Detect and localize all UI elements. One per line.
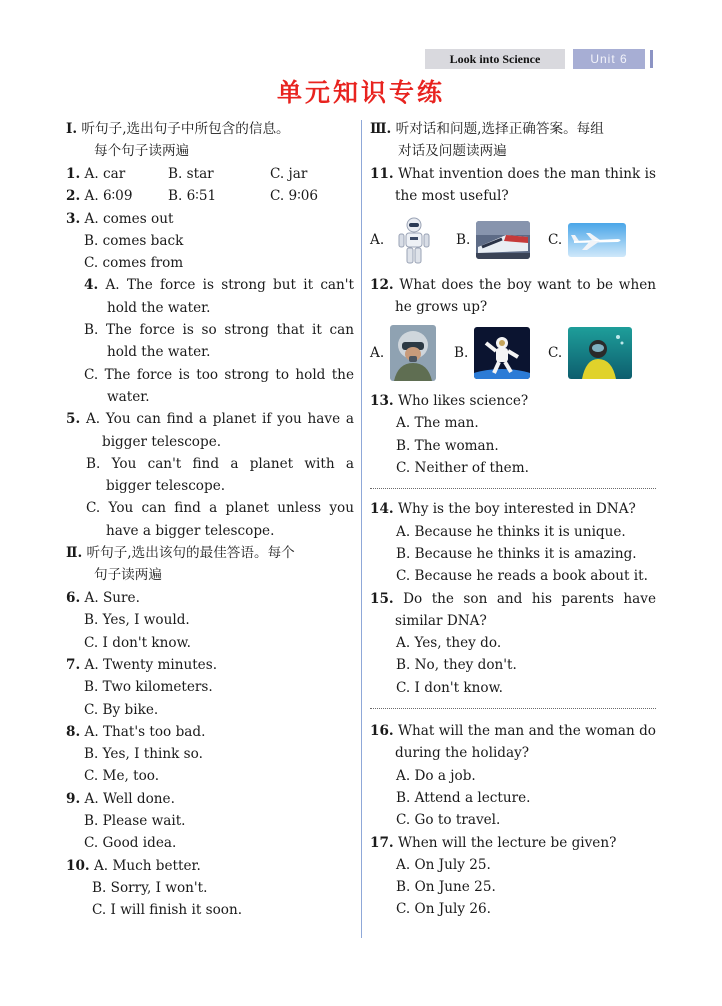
option-b-label: B.	[454, 345, 469, 362]
option-b: B. No, they don't.	[396, 657, 517, 674]
option-b: B. You can't find a planet with a bigger telescope.	[86, 455, 354, 495]
question-number: 3.	[66, 210, 81, 227]
robot-image	[390, 215, 438, 265]
option-a: A. Because he thinks it is unique.	[396, 523, 626, 540]
option-a: A. Much better.	[93, 857, 201, 874]
question-number: 11.	[370, 166, 394, 182]
option-b: B. star	[168, 166, 214, 182]
question-3	[66, 208, 354, 275]
question-text: When will the lecture be given?	[397, 834, 617, 851]
section-2-instruction: 听句子,选出该句的最佳答语。每个	[86, 545, 295, 562]
question-15	[370, 588, 656, 699]
option-c: C. Good idea.	[84, 835, 177, 852]
question-text: What will the man and the woman do during the holiday?	[395, 723, 656, 762]
question-number: 2.	[66, 188, 81, 205]
question-number: 1.	[66, 166, 81, 182]
question-10	[66, 855, 354, 922]
train-image	[476, 221, 530, 259]
section-2-heading	[66, 542, 354, 586]
question-number: 4.	[84, 277, 99, 294]
section-3-instruction-cont: 对话及问题读两遍	[398, 143, 507, 159]
option-b: B. Yes, I would.	[84, 612, 190, 629]
dotted-separator	[370, 708, 656, 709]
page-title: 单元知识专练	[276, 78, 445, 107]
section-3-number: Ⅲ.	[370, 121, 392, 137]
option-a: A. comes out	[84, 210, 174, 227]
option-a: A. Yes, they do.	[396, 635, 502, 652]
option-c: C. 9∶06	[270, 188, 319, 205]
diver-image	[568, 327, 632, 379]
option-a: A. On July 25.	[396, 856, 491, 873]
running-header	[425, 49, 657, 69]
question-number: 14.	[370, 501, 394, 518]
question-text: Do the son and his parents have similar DNA?	[395, 590, 656, 629]
option-a: A. The force is strong but it can't hold the water.	[105, 277, 354, 316]
option-b: B. The force is so strong that it can hold the water.	[84, 322, 354, 361]
question-7	[66, 654, 354, 721]
option-a-label: A.	[370, 345, 385, 362]
option-c: C. By bike.	[84, 701, 159, 718]
option-c: C. The force is too strong to hold the water.	[84, 366, 354, 405]
question-8	[66, 721, 354, 788]
left-column	[66, 118, 354, 922]
question-13	[370, 390, 656, 479]
question-11	[370, 163, 656, 266]
question-12	[370, 274, 656, 383]
option-a: A. That's too bad.	[84, 723, 206, 740]
question-14	[370, 498, 656, 587]
option-c: C. I don't know.	[396, 679, 503, 696]
column-divider	[361, 120, 362, 938]
question-number: 16.	[370, 723, 394, 740]
right-column	[370, 118, 656, 921]
option-a: A. Do a job.	[396, 767, 476, 784]
option-a: A. Well done.	[84, 790, 175, 807]
option-c: C. I will finish it soon.	[92, 902, 243, 919]
question-number: 7.	[66, 656, 81, 673]
question-text: What invention does the man think is the most useful?	[395, 166, 656, 205]
section-3-instruction: 听对话和问题,选择正确答案。每组	[395, 121, 604, 137]
question-number: 12.	[370, 276, 394, 293]
option-c: C. Because he reads a book about it.	[396, 568, 648, 585]
option-c-label: C.	[548, 345, 563, 362]
question-number: 9.	[66, 790, 81, 807]
question-9	[66, 788, 354, 855]
option-b: B. The woman.	[396, 437, 499, 454]
picture-options	[370, 214, 656, 266]
question-4	[66, 274, 354, 408]
option-c: C. jar	[270, 166, 308, 182]
option-c: C. Me, too.	[84, 768, 160, 785]
section-3-heading	[370, 118, 656, 162]
question-2	[66, 185, 354, 207]
option-b-label: B.	[456, 231, 471, 248]
header-book-title: Look into Science	[425, 49, 565, 69]
question-number: 17.	[370, 834, 394, 851]
option-b: B. Two kilometers.	[84, 679, 213, 696]
question-text: Who likes science?	[397, 393, 529, 410]
picture-options	[370, 324, 656, 382]
option-a: A. You can find a planet if you have a bigger telescope.	[85, 411, 354, 450]
question-number: 6.	[66, 590, 81, 607]
question-number: 15.	[370, 590, 394, 607]
dotted-separator	[370, 488, 656, 489]
astronaut-image	[474, 327, 530, 379]
section-2-instruction-cont: 句子读两遍	[94, 567, 162, 584]
option-a: A. Twenty minutes.	[84, 656, 218, 673]
option-c: C. You can find a planet unless you have a bigger telescope.	[86, 500, 354, 539]
question-17	[370, 832, 656, 921]
question-number: 13.	[370, 393, 394, 410]
question-number: 8.	[66, 723, 81, 740]
option-b: B. Please wait.	[84, 813, 186, 830]
option-b: B. On June 25.	[396, 879, 496, 896]
question-text: Why is the boy interested in DNA?	[397, 501, 636, 518]
question-number: 10.	[66, 857, 90, 874]
section-2-number: Ⅱ.	[66, 545, 83, 562]
option-b: B. Attend a lecture.	[396, 789, 531, 806]
option-c: C. I don't know.	[84, 634, 191, 651]
option-b: B. Sorry, I won't.	[92, 879, 208, 896]
airplane-image	[568, 223, 626, 257]
question-number: 5.	[66, 411, 81, 428]
option-a: A. 6∶09	[84, 188, 133, 205]
option-b: B. comes back	[84, 232, 184, 249]
section-1-instruction-cont: 每个句子读两遍	[94, 143, 190, 159]
option-c: C. Neither of them.	[396, 460, 529, 477]
question-1	[66, 163, 354, 185]
option-c: C. Go to travel.	[396, 812, 501, 829]
option-a: A. car	[84, 166, 126, 182]
option-b: B. 6∶51	[168, 188, 217, 205]
header-accent-bar	[650, 50, 653, 68]
option-a-label: A.	[370, 231, 385, 248]
section-1-instruction: 听句子,选出句子中所包含的信息。	[81, 121, 290, 137]
option-c: C. On July 26.	[396, 901, 491, 918]
header-unit-label: Unit 6	[573, 49, 645, 69]
section-1-heading	[66, 118, 354, 162]
question-6	[66, 587, 354, 654]
question-16	[370, 720, 656, 831]
question-text: What does the boy want to be when he grows up?	[395, 276, 656, 315]
option-a: A. The man.	[396, 415, 479, 432]
option-b: B. Because he thinks it is amazing.	[396, 545, 637, 562]
option-c: C. comes from	[84, 255, 184, 272]
section-1-number: Ⅰ.	[66, 121, 78, 137]
question-5	[66, 408, 354, 542]
option-c-label: C.	[548, 231, 563, 248]
option-b: B. Yes, I think so.	[84, 746, 203, 763]
pilot-image	[390, 325, 436, 381]
option-a: A. Sure.	[84, 590, 140, 607]
